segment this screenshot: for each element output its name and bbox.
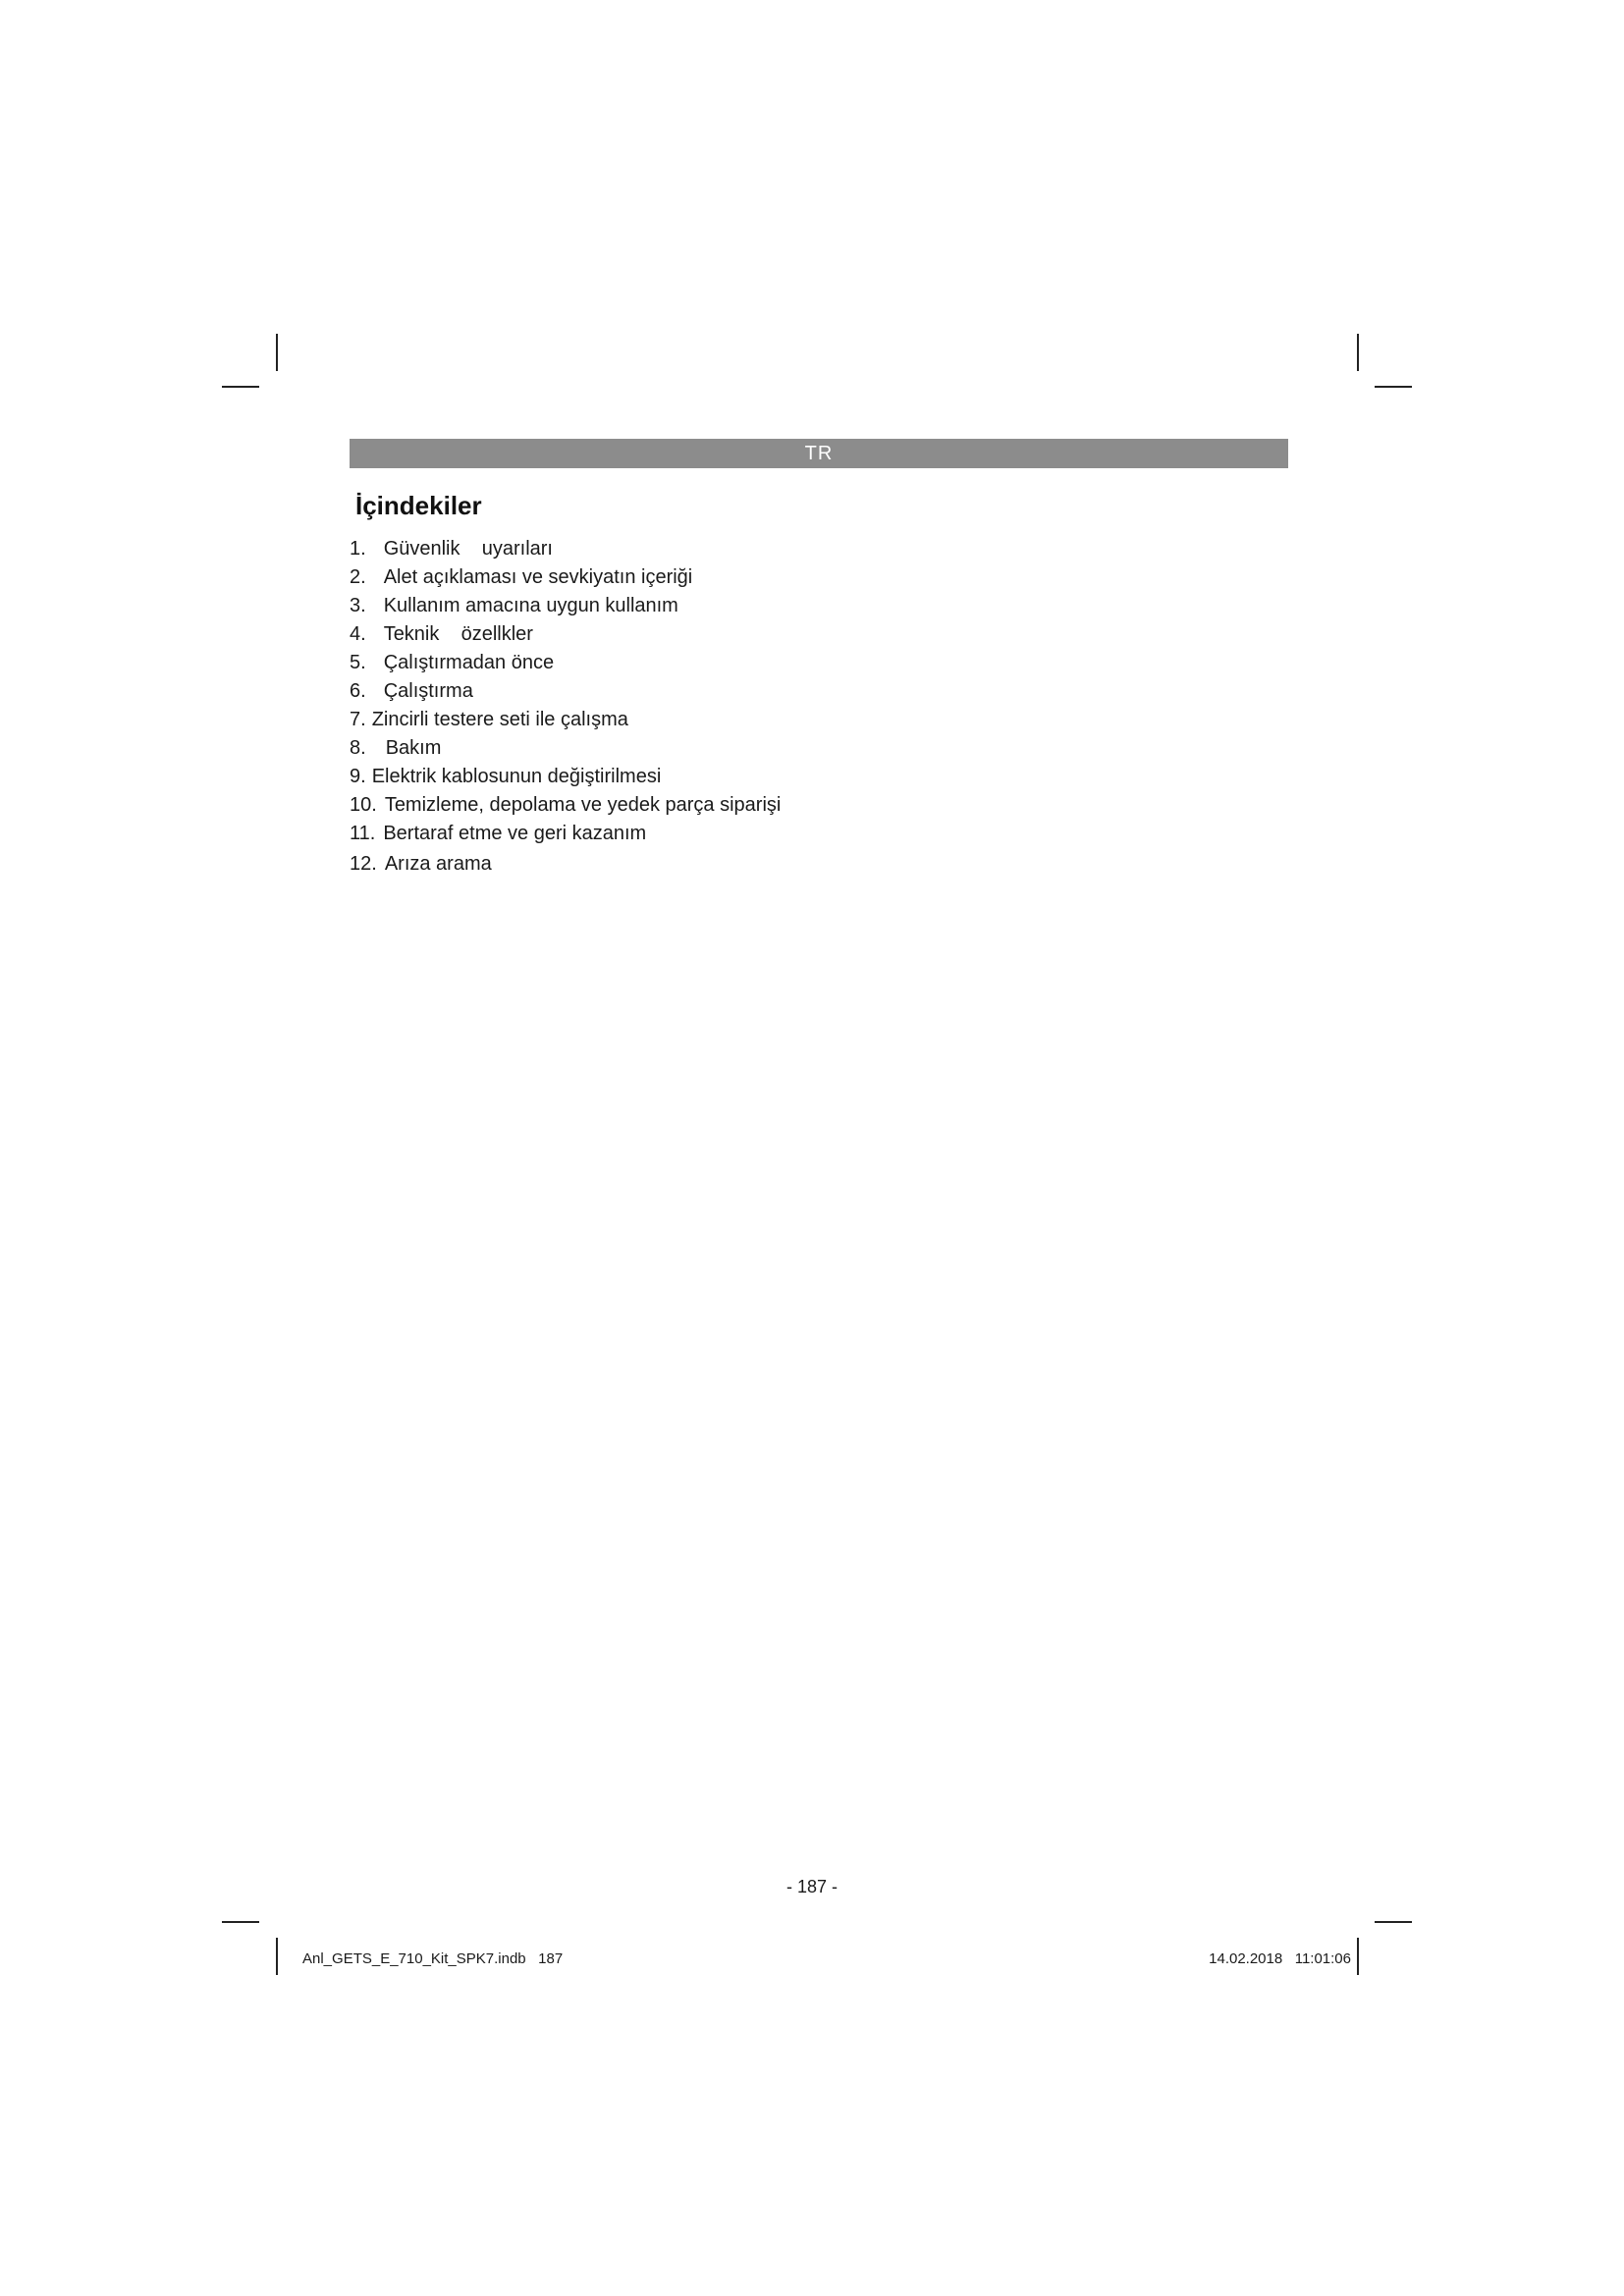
toc-item	[350, 706, 781, 734]
crop-mark-top-right-horizontal	[1375, 386, 1412, 388]
toc-item-number: 6.	[350, 680, 366, 702]
language-bar: TR	[350, 439, 1288, 468]
toc-item	[350, 763, 781, 791]
toc-item-label: Teknik özellkler	[383, 623, 533, 645]
toc-item-label: Kullanım amacına uygun kullanım	[383, 595, 678, 616]
toc-item-number: 1.	[350, 538, 366, 560]
toc-item-number: 4.	[350, 623, 366, 645]
toc-item-number: 5.	[350, 652, 366, 673]
toc-item-label: Çalıştırmadan önce	[383, 652, 555, 673]
toc-item-label: Bertaraf etme ve geri kazanım	[383, 823, 647, 844]
crop-mark-bottom-right-horizontal	[1375, 1921, 1412, 1923]
toc-item	[350, 535, 781, 563]
toc-item-label: Güvenlik uyarıları	[383, 538, 553, 560]
toc-item-number: 12.	[350, 853, 377, 875]
toc-item-number: 10.	[350, 794, 377, 816]
toc-item	[350, 649, 781, 677]
toc-item	[350, 791, 781, 820]
toc-item	[350, 850, 781, 879]
crop-mark-bottom-left-vertical	[276, 1938, 278, 1975]
toc-item-number: 8.	[350, 737, 366, 759]
crop-mark-bottom-right-vertical	[1357, 1938, 1359, 1975]
toc-item	[350, 734, 781, 763]
toc-item-label: Bakım	[385, 737, 442, 759]
crop-mark-top-right-vertical	[1357, 334, 1359, 371]
toc-item-label: Zincirli testere seti ile çalışma	[371, 709, 628, 730]
crop-mark-top-left-vertical	[276, 334, 278, 371]
toc-item-number: 9.	[350, 766, 366, 787]
toc-item-number: 2.	[350, 566, 366, 588]
toc-item-number: 11.	[350, 823, 376, 844]
toc-item	[350, 620, 781, 649]
footer-date-info: 14.02.2018 11:01:06	[1209, 1950, 1351, 1967]
toc-item-label: Arıza arama	[384, 853, 492, 875]
toc-item	[350, 563, 781, 592]
toc-title: İçindekiler	[355, 491, 482, 520]
toc-item-label: Alet açıklaması ve sevkiyatın içeriği	[383, 566, 693, 588]
toc-item-label: Temizleme, depolama ve yedek parça siparişi	[384, 794, 782, 816]
toc-item	[350, 677, 781, 706]
crop-mark-bottom-left-horizontal	[222, 1921, 259, 1923]
page-number: - 187 -	[785, 1877, 839, 1896]
table-of-contents	[350, 535, 781, 879]
crop-mark-top-left-horizontal	[222, 386, 259, 388]
toc-item	[350, 592, 781, 620]
toc-item-label: Çalıştırma	[383, 680, 473, 702]
toc-item-number: 7.	[350, 709, 366, 730]
footer-file-info: Anl_GETS_E_710_Kit_SPK7.indb 187	[302, 1950, 564, 1967]
toc-item-label: Elektrik kablosunun değiştirilmesi	[371, 766, 662, 787]
toc-item	[350, 820, 781, 848]
toc-item-number: 3.	[350, 595, 366, 616]
